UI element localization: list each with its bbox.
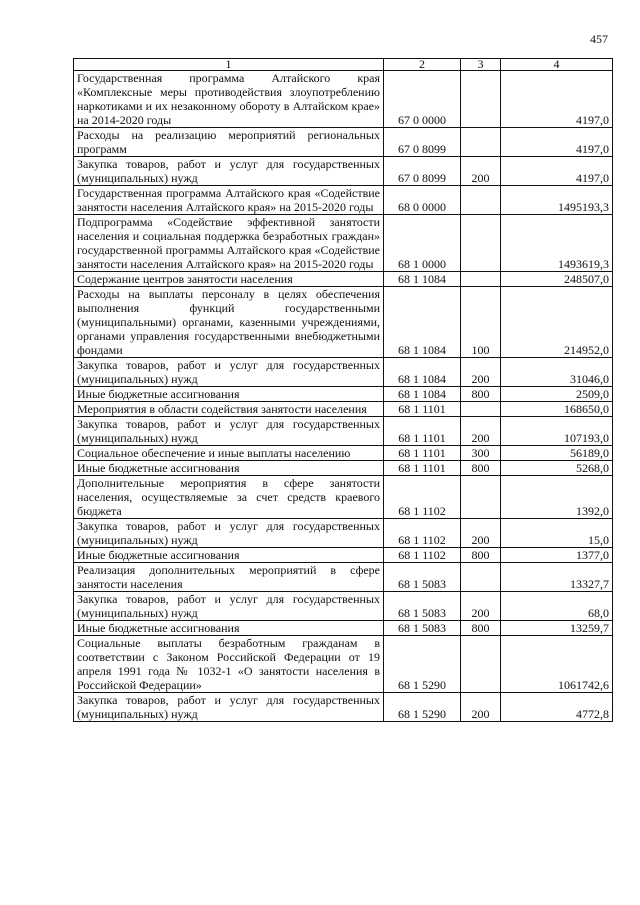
row-description: Закупка товаров, работ и услуг для государственных (муниципальных) нужд (74, 519, 384, 548)
column-header-3: 3 (461, 59, 501, 71)
row-expense-type: 100 (461, 287, 501, 358)
row-target-code: 68 0 0000 (384, 186, 461, 215)
row-amount: 5268,0 (501, 461, 613, 476)
row-amount: 56189,0 (501, 446, 613, 461)
row-target-code: 68 1 5083 (384, 563, 461, 592)
row-description: Государственная программа Алтайского края «Комплексные меры противодействия злоупотреблению наркотиками и их незаконному обороту в Алтайском крае» на 2014-2020 годы (74, 71, 384, 128)
table-row (74, 272, 613, 287)
row-amount: 15,0 (501, 519, 613, 548)
row-amount: 1493619,3 (501, 215, 613, 272)
row-target-code: 68 1 1101 (384, 402, 461, 417)
row-description: Социальное обеспечение и иные выплаты населению (74, 446, 384, 461)
row-expense-type (461, 128, 501, 157)
table-row (74, 563, 613, 592)
row-amount: 13327,7 (501, 563, 613, 592)
column-header-2: 2 (384, 59, 461, 71)
row-expense-type: 200 (461, 693, 501, 722)
row-description: Реализация дополнительных мероприятий в сфере занятости населения (74, 563, 384, 592)
table-row (74, 287, 613, 358)
table-row (74, 358, 613, 387)
row-amount: 1392,0 (501, 476, 613, 519)
row-target-code: 68 1 1084 (384, 287, 461, 358)
row-target-code: 68 1 5290 (384, 693, 461, 722)
row-description: Содержание центров занятости населения (74, 272, 384, 287)
row-amount: 2509,0 (501, 387, 613, 402)
row-description: Дополнительные мероприятия в сфере занятости населения, осуществляемые за счет средств краевого бюджета (74, 476, 384, 519)
row-target-code: 68 1 1101 (384, 417, 461, 446)
row-expense-type (461, 186, 501, 215)
row-expense-type: 800 (461, 461, 501, 476)
row-target-code: 68 1 5083 (384, 592, 461, 621)
row-expense-type: 200 (461, 417, 501, 446)
row-amount: 1061742,6 (501, 636, 613, 693)
table-row (74, 548, 613, 563)
row-expense-type: 200 (461, 358, 501, 387)
row-target-code: 68 1 1102 (384, 476, 461, 519)
row-target-code: 68 1 1102 (384, 519, 461, 548)
row-description: Мероприятия в области содействия занятости населения (74, 402, 384, 417)
table-row (74, 592, 613, 621)
row-target-code: 68 1 0000 (384, 215, 461, 272)
row-target-code: 67 0 8099 (384, 157, 461, 186)
table-row (74, 461, 613, 476)
table-row (74, 71, 613, 128)
row-expense-type (461, 636, 501, 693)
row-amount: 1495193,3 (501, 186, 613, 215)
row-target-code: 68 1 1084 (384, 358, 461, 387)
row-target-code: 68 1 5290 (384, 636, 461, 693)
table-row (74, 387, 613, 402)
table-row (74, 446, 613, 461)
table-row (74, 636, 613, 693)
row-target-code: 67 0 0000 (384, 71, 461, 128)
row-amount: 4772,8 (501, 693, 613, 722)
table-row (74, 157, 613, 186)
row-expense-type (461, 215, 501, 272)
row-description: Расходы на реализацию мероприятий региональных программ (74, 128, 384, 157)
row-expense-type (461, 402, 501, 417)
row-description: Закупка товаров, работ и услуг для государственных (муниципальных) нужд (74, 358, 384, 387)
row-target-code: 68 1 1084 (384, 272, 461, 287)
row-target-code: 68 1 1084 (384, 387, 461, 402)
row-description: Закупка товаров, работ и услуг для государственных (муниципальных) нужд (74, 157, 384, 186)
row-target-code: 68 1 1101 (384, 446, 461, 461)
table-row (74, 402, 613, 417)
row-target-code: 68 1 5083 (384, 621, 461, 636)
row-amount: 68,0 (501, 592, 613, 621)
row-expense-type: 300 (461, 446, 501, 461)
row-expense-type (461, 563, 501, 592)
row-amount: 107193,0 (501, 417, 613, 446)
column-header-1: 1 (74, 59, 384, 71)
row-target-code: 67 0 8099 (384, 128, 461, 157)
row-expense-type: 800 (461, 548, 501, 563)
row-expense-type: 200 (461, 592, 501, 621)
table-row (74, 186, 613, 215)
row-expense-type (461, 272, 501, 287)
row-expense-type: 800 (461, 621, 501, 636)
row-description: Расходы на выплаты персоналу в целях обеспечения выполнения функций государственными (муниципальными) органами, казенными учреждениями, органами управления государственными внебюджетными фондами (74, 287, 384, 358)
row-description: Иные бюджетные ассигнования (74, 387, 384, 402)
row-expense-type: 200 (461, 157, 501, 186)
table-header-row (74, 59, 613, 71)
row-description: Государственная программа Алтайского края «Содействие занятости населения Алтайского края» на 2015-2020 годы (74, 186, 384, 215)
row-amount: 1377,0 (501, 548, 613, 563)
page-number: 457 (590, 32, 608, 46)
row-expense-type (461, 476, 501, 519)
row-description: Иные бюджетные ассигнования (74, 461, 384, 476)
row-amount: 4197,0 (501, 71, 613, 128)
row-amount: 13259,7 (501, 621, 613, 636)
table-row (74, 693, 613, 722)
table-row (74, 519, 613, 548)
budget-table (73, 58, 613, 722)
row-expense-type: 200 (461, 519, 501, 548)
row-expense-type (461, 71, 501, 128)
row-description: Закупка товаров, работ и услуг для государственных (муниципальных) нужд (74, 592, 384, 621)
row-amount: 214952,0 (501, 287, 613, 358)
table-row (74, 476, 613, 519)
table-row (74, 128, 613, 157)
row-target-code: 68 1 1101 (384, 461, 461, 476)
row-target-code: 68 1 1102 (384, 548, 461, 563)
row-expense-type: 800 (461, 387, 501, 402)
row-amount: 4197,0 (501, 157, 613, 186)
row-description: Закупка товаров, работ и услуг для государственных (муниципальных) нужд (74, 417, 384, 446)
row-amount: 248507,0 (501, 272, 613, 287)
column-header-4: 4 (501, 59, 613, 71)
row-amount: 4197,0 (501, 128, 613, 157)
table-row (74, 621, 613, 636)
row-description: Социальные выплаты безработным гражданам в соответствии с Законом Российской Федерации от 19 апреля 1991 года № 1032-1 «О занятости населения в Российской Федерации» (74, 636, 384, 693)
table-row (74, 417, 613, 446)
row-description: Подпрограмма «Содействие эффективной занятости населения и социальная поддержка безработных граждан» государственной программы Алтайского края «Содействие занятости населения Алтайского края» на 2015-2020 годы (74, 215, 384, 272)
row-amount: 31046,0 (501, 358, 613, 387)
row-description: Иные бюджетные ассигнования (74, 548, 384, 563)
table-row (74, 215, 613, 272)
row-amount: 168650,0 (501, 402, 613, 417)
row-description: Закупка товаров, работ и услуг для государственных (муниципальных) нужд (74, 693, 384, 722)
row-description: Иные бюджетные ассигнования (74, 621, 384, 636)
